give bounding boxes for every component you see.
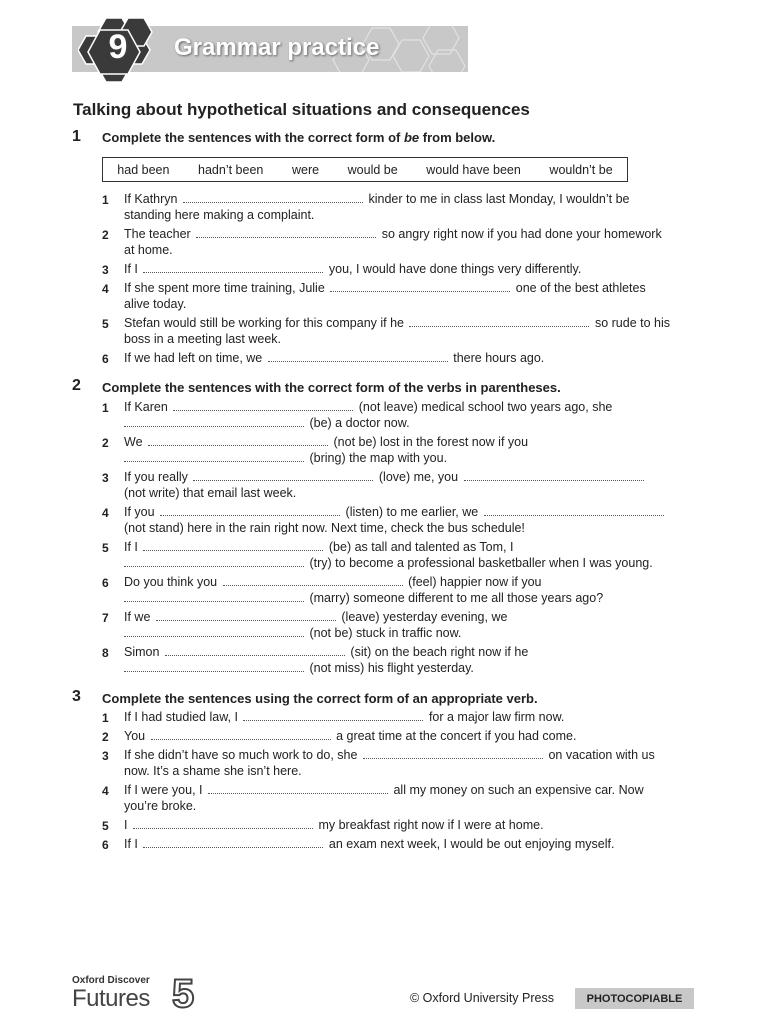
sentence-line xyxy=(124,729,576,743)
exercise-3-instruction: Complete the sentences using the correct form of an appropriate verb. xyxy=(102,691,538,706)
unit-badge xyxy=(78,16,158,88)
answer-blank[interactable] xyxy=(196,227,376,238)
item-number: 6 xyxy=(102,576,109,590)
sentence-text: Stefan would still be working for this company if he xyxy=(124,316,404,330)
exercise-2-instruction: Complete the sentences with the correct form of the verbs in parentheses. xyxy=(102,380,561,395)
sentence-text: (bring) the map with you. xyxy=(309,451,448,465)
sentence-line: boss in a meeting last week. xyxy=(124,332,282,346)
sentence-line: alive today. xyxy=(124,297,187,311)
answer-blank[interactable] xyxy=(160,505,340,516)
item-number: 6 xyxy=(102,352,109,366)
sentence-text: You xyxy=(124,729,146,743)
sentence-text: for a major law firm now. xyxy=(428,710,565,724)
item-number: 4 xyxy=(102,784,109,798)
sentence-text: all my money on such an expensive car. Now xyxy=(393,783,644,797)
item-number: 3 xyxy=(102,471,109,485)
sentence-line xyxy=(124,818,544,832)
answer-blank[interactable] xyxy=(409,316,589,327)
sentence-line xyxy=(124,435,528,449)
answer-blank[interactable] xyxy=(464,470,644,481)
sentence-line xyxy=(124,837,614,851)
sentence-text: If she didn’t have so much work to do, she xyxy=(124,748,358,762)
sentence-line xyxy=(124,540,513,554)
exercise-1-number: 1 xyxy=(72,128,81,145)
sentence-text: Do you think you xyxy=(124,575,218,589)
sentence-text: (not leave) medical school two years ago, she xyxy=(358,400,613,414)
sentence-text: kinder to me in class last Monday, I wouldn’t be xyxy=(368,192,630,206)
answer-blank[interactable] xyxy=(151,729,331,740)
sentence-text: (marry) someone different to me all those years ago? xyxy=(309,591,604,605)
item-number: 1 xyxy=(102,711,109,725)
sentence-text: you, I would have done things very differently. xyxy=(328,262,582,276)
sentence-line xyxy=(124,470,646,484)
item-number: 1 xyxy=(102,193,109,207)
item-number: 8 xyxy=(102,646,109,660)
item-number: 6 xyxy=(102,838,109,852)
sentence-text: an exam next week, I would be out enjoying myself. xyxy=(328,837,615,851)
sentence-text: (leave) yesterday evening, we xyxy=(341,610,508,624)
sentence-text: If I had studied law, I xyxy=(124,710,238,724)
word-option: had been xyxy=(117,162,170,177)
sentence-text: (try) to become a professional basketballer when I was young. xyxy=(309,556,653,570)
sentence-text: If we had left on time, we xyxy=(124,351,263,365)
brand-level-number: 5 xyxy=(172,972,195,1016)
sentence-line xyxy=(124,710,564,724)
answer-blank[interactable] xyxy=(143,540,323,551)
sentence-line xyxy=(124,505,666,519)
word-option: wouldn’t be xyxy=(549,162,613,177)
sentence-line: you’re broke. xyxy=(124,799,197,813)
sentence-text: (feel) happier now if you xyxy=(408,575,542,589)
exercise-1-instruction xyxy=(102,130,495,145)
sentence-text: a great time at the concert if you had come. xyxy=(336,729,577,743)
word-option: hadn’t been xyxy=(198,162,264,177)
sentence-line xyxy=(124,281,646,295)
item-number: 5 xyxy=(102,819,109,833)
sentence-line xyxy=(124,400,612,414)
sentence-text: (be) a doctor now. xyxy=(309,416,410,430)
sentence-line xyxy=(124,661,474,675)
answer-blank[interactable] xyxy=(124,556,304,567)
answer-blank[interactable] xyxy=(330,281,510,292)
sentence-text: We xyxy=(124,435,143,449)
item-number: 4 xyxy=(102,282,109,296)
sentence-text: (not be) stuck in traffic now. xyxy=(309,626,462,640)
item-number: 3 xyxy=(102,749,109,763)
sentence-line xyxy=(124,626,461,640)
sentence-text: my breakfast right now if I were at home. xyxy=(318,818,544,832)
photocopiable-label: PHOTOCOPIABLE xyxy=(575,988,694,1009)
sentence-text: (sit) on the beach right now if he xyxy=(350,645,529,659)
answer-blank[interactable] xyxy=(183,192,363,203)
sentence-text: (love) me, you xyxy=(378,470,459,484)
sentence-text: (listen) to me earlier, we xyxy=(345,505,479,519)
sentence-text: (be) as tall and talented as Tom, I xyxy=(328,540,514,554)
item-number: 5 xyxy=(102,317,109,331)
sentence-line: (not stand) here in the rain right now. Next time, check the bus schedule! xyxy=(124,521,525,535)
sentence-line xyxy=(124,645,528,659)
sentence-text: there hours ago. xyxy=(453,351,545,365)
page-title: Grammar practice xyxy=(174,34,380,61)
sentence-text: (not miss) his flight yesterday. xyxy=(309,661,474,675)
brand-oxford-discover: Oxford Discover xyxy=(72,975,150,986)
exercise-2-number: 2 xyxy=(72,377,81,394)
sentence-text: If I xyxy=(124,837,138,851)
sentence-text: (not be) lost in the forest now if you xyxy=(333,435,529,449)
sentence-line xyxy=(124,192,629,206)
answer-blank[interactable] xyxy=(133,818,313,829)
word-box xyxy=(102,157,628,182)
sentence-text: If Karen xyxy=(124,400,168,414)
answer-blank[interactable] xyxy=(124,626,304,637)
brand-futures: Futures xyxy=(72,985,150,1012)
sentence-line xyxy=(124,451,447,465)
sentence-line xyxy=(124,556,653,570)
answer-blank[interactable] xyxy=(208,783,388,794)
sentence-line xyxy=(124,783,644,797)
sentence-line: standing here making a complaint. xyxy=(124,208,315,222)
answer-blank[interactable] xyxy=(124,661,304,672)
sentence-line: now. It’s a shame she isn’t here. xyxy=(124,764,302,778)
sentence-line xyxy=(124,416,410,430)
answer-blank[interactable] xyxy=(124,591,304,602)
answer-blank[interactable] xyxy=(143,837,323,848)
sentence-text: If I xyxy=(124,540,138,554)
sentence-text: on vacation with us xyxy=(548,748,655,762)
item-number: 2 xyxy=(102,730,109,744)
sentence-line xyxy=(124,575,541,589)
answer-blank[interactable] xyxy=(124,416,304,427)
answer-blank[interactable] xyxy=(484,505,664,516)
sentence-line xyxy=(124,591,603,605)
answer-blank[interactable] xyxy=(156,610,336,621)
sentence-text: If I were you, I xyxy=(124,783,203,797)
answer-blank[interactable] xyxy=(165,645,345,656)
answer-blank[interactable] xyxy=(243,710,423,721)
sentence-line xyxy=(124,748,655,762)
item-number: 1 xyxy=(102,401,109,415)
answer-blank[interactable] xyxy=(223,575,403,586)
sentence-text: If she spent more time training, Julie xyxy=(124,281,325,295)
answer-blank[interactable] xyxy=(173,400,353,411)
sentence-text: If Kathryn xyxy=(124,192,178,206)
exercise-3-number: 3 xyxy=(72,688,81,705)
sentence-line xyxy=(124,610,507,624)
sentence-text: If you really xyxy=(124,470,188,484)
word-option: would be xyxy=(347,162,398,177)
item-number: 2 xyxy=(102,436,109,450)
sentence-text: Simon xyxy=(124,645,160,659)
answer-blank[interactable] xyxy=(148,435,328,446)
section-title: Talking about hypothetical situations and consequences xyxy=(73,100,530,119)
sentence-line xyxy=(124,351,544,365)
answer-blank[interactable] xyxy=(124,451,304,462)
item-number: 7 xyxy=(102,611,109,625)
answer-blank[interactable] xyxy=(363,748,543,759)
sentence-line xyxy=(124,316,670,330)
instruction-text: Complete the sentences with the correct form of xyxy=(102,130,404,145)
sentence-line xyxy=(124,262,581,276)
sentence-text: I xyxy=(124,818,128,832)
sentence-text: one of the best athletes xyxy=(515,281,646,295)
answer-blank[interactable] xyxy=(268,351,448,362)
word-option: were xyxy=(291,162,320,177)
item-number: 3 xyxy=(102,263,109,277)
instruction-emphasis: be xyxy=(403,130,420,145)
sentence-text: If we xyxy=(124,610,151,624)
answer-blank[interactable] xyxy=(143,262,323,273)
item-number: 2 xyxy=(102,228,109,242)
sentence-text: If I xyxy=(124,262,138,276)
sentence-text: The teacher xyxy=(124,227,191,241)
instruction-text: from below. xyxy=(419,130,496,145)
item-number: 4 xyxy=(102,506,109,520)
sentence-text: so angry right now if you had done your homework xyxy=(381,227,662,241)
sentence-line xyxy=(124,227,662,241)
unit-number: 9 xyxy=(108,28,128,66)
sentence-line: (not write) that email last week. xyxy=(124,486,297,500)
item-number: 5 xyxy=(102,541,109,555)
copyright-text: © Oxford University Press xyxy=(410,991,554,1005)
sentence-line: at home. xyxy=(124,243,173,257)
word-option: would have been xyxy=(426,162,521,177)
sentence-text: If you xyxy=(124,505,155,519)
answer-blank[interactable] xyxy=(193,470,373,481)
sentence-text: so rude to his xyxy=(594,316,671,330)
